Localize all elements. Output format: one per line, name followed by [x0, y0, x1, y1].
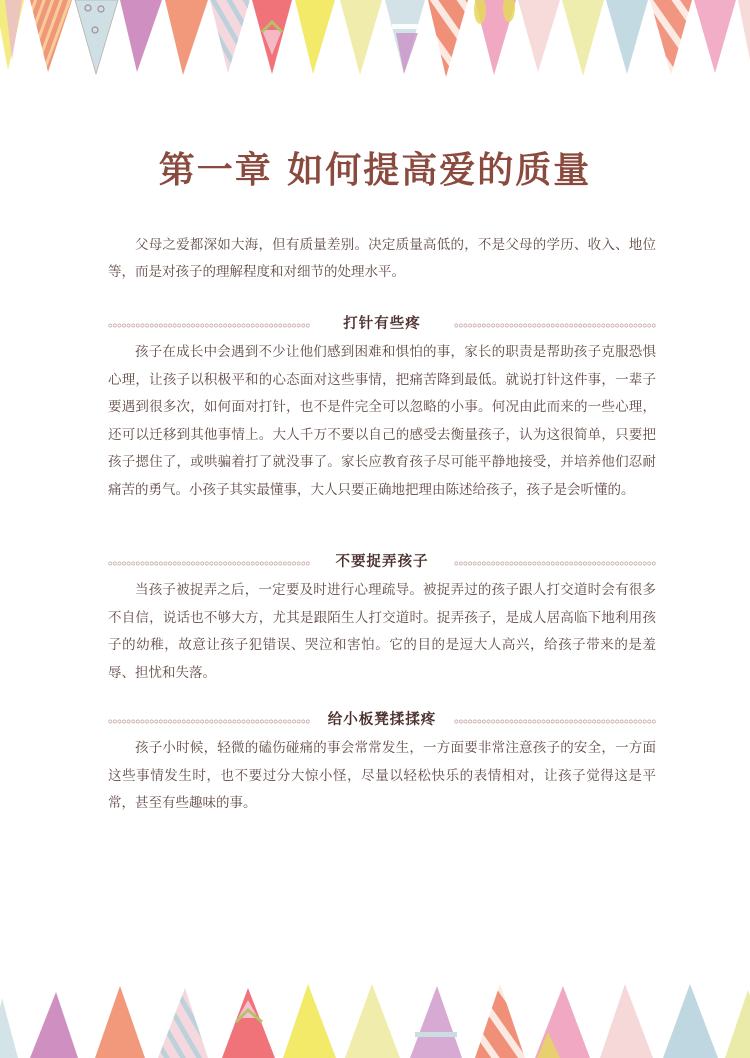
section-injection: [108, 311, 656, 504]
section-header: [108, 549, 656, 575]
dotted-divider-right: [454, 323, 656, 328]
dotted-divider-right: [454, 561, 656, 566]
chapter-title: 第一章 如何提高爱的质量: [158, 150, 592, 191]
section-body: 当孩子被捉弄之后，一定要及时进行心理疏导。被捉弄过的孩子跟人打交道时会有很多不自信，说话也不够大方，尤其是跟陌生人打交道时。捉弄孩子，是成人居高临下地利用孩子的幼稚，故意让孩子犯错误、哭泣和害怕。它的目的是逗大人高兴，给孩子带来的是羞辱、担忧和失落。: [108, 582, 656, 681]
section-header: [108, 311, 656, 337]
section-title: 不要捉弄孩子: [335, 553, 429, 570]
section-teasing: [108, 549, 656, 687]
section-bumps: [108, 707, 656, 818]
top-bunting-decoration: [0, 0, 750, 110]
section-title: 打针有些疼: [343, 315, 421, 332]
bottom-bunting-decoration: [0, 970, 750, 1058]
intro-paragraph: 父母之爱都深如大海，但有质量差别。决定质量高低的，不是父母的学历、收入、地位等，而是对孩子的理解程度和对细节的处理水平。: [108, 237, 656, 280]
section-body: 孩子小时候，轻微的磕伤碰痛的事会常常发生，一方面要非常注意孩子的安全，一方面这些事情发生时，也不要过分大惊小怪，尽量以轻松快乐的表情相对，让孩子觉得这是平常，甚至有些趣味的事。: [108, 740, 656, 811]
bunting-flags-icon: [0, 970, 750, 1058]
section-title: 给小板凳揉揉疼: [327, 711, 437, 728]
dotted-divider-right: [454, 719, 656, 724]
section-body: 孩子在成长中会遇到不少让他们感到困难和惧怕的事，家长的职责是帮助孩子克服恐惧心理，让孩子以积极平和的心态面对这些事情，把痛苦降到最低。就说打针这件事，一辈子要遇到很多次，如何面对打针，也不是件完全可以忽略的小事。何况由此而来的一些心理，还可以迁移到其他事情上。大人千万不要以自己的感受去衡量孩子，认为这很简单，只要把孩子摁住了，或哄骗着打了就没事了。家长应教育孩子尽可能平静地接受，并培养他们忍耐痛苦的勇气。小孩子其实最懂事，大人只要正确地把理由陈述给孩子，孩子是会听懂的。: [108, 344, 656, 498]
bunting-flags-icon: [0, 0, 750, 110]
section-header: [108, 707, 656, 733]
